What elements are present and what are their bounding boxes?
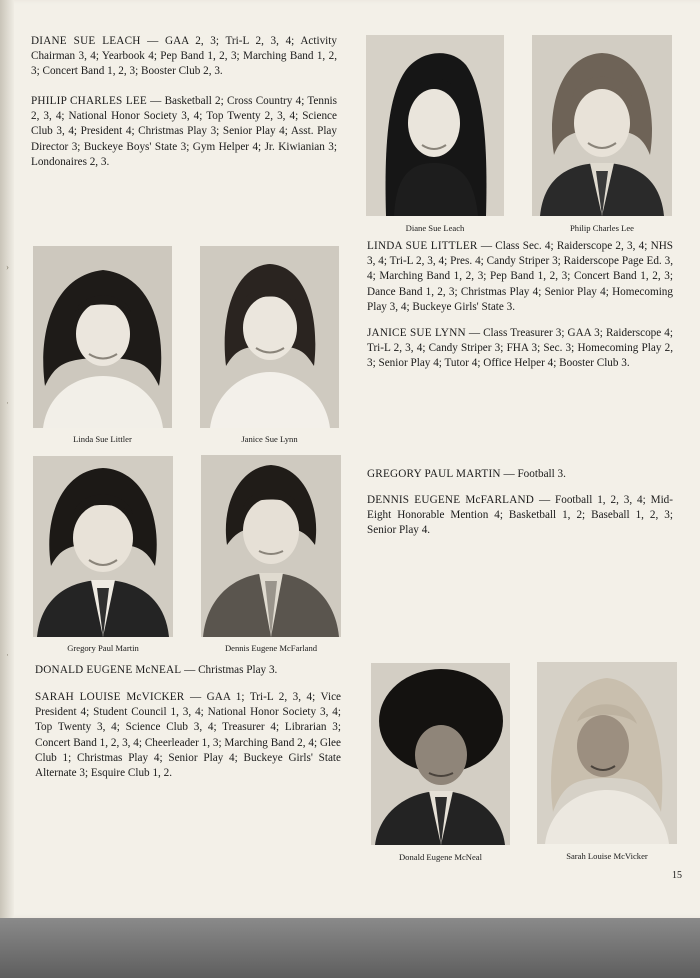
- bio-name: PHILIP CHARLES LEE: [31, 95, 147, 107]
- bio-text: — Class Treasurer 3; GAA 3; Raiderscope 4; Tri-L 2, 3, 4; Candy Striper 3; FHA 3; Sec. 3; Homecoming Play 2, 3; Senior Play 4; Tutor 4; Office Helper 4; Booster Club 3.: [367, 327, 674, 370]
- bio-name: LINDA SUE LITTLER: [367, 240, 478, 252]
- portrait-photo-icon: [33, 246, 172, 428]
- scan-background: [0, 918, 700, 978]
- portrait-photo-icon: [532, 35, 672, 216]
- margin-mark: ·: [6, 398, 9, 408]
- bio-text: — Football 1, 2, 3, 4; Mid-Eight Honorable Mention 4; Basketball 1, 2; Baseball 1, 2, 3; Senior Play 4.: [367, 494, 674, 537]
- photo-philip-charles-lee: [532, 35, 672, 216]
- portrait-photo-icon: [200, 246, 339, 428]
- portrait-photo-icon: [371, 663, 510, 845]
- photo-sarah-louise-mcvicker: [537, 662, 677, 844]
- bio-name: SARAH LOUISE McVICKER: [35, 691, 185, 703]
- caption-linda-sue-littler: Linda Sue Littler: [73, 434, 132, 444]
- page-binding: [0, 0, 14, 918]
- bio-diane-sue-leach: [31, 34, 337, 80]
- bio-linda-sue-littler: [367, 239, 673, 315]
- caption-philip-charles-lee: Philip Charles Lee: [570, 223, 634, 233]
- bio-text: — Football 3.: [503, 468, 566, 480]
- photo-donald-eugene-mcneal: [371, 663, 510, 845]
- margin-mark: ›: [6, 262, 9, 272]
- bio-name: DENNIS EUGENE McFARLAND: [367, 494, 535, 506]
- portrait-photo-icon: [201, 455, 341, 637]
- page-number: 15: [672, 870, 682, 881]
- bio-janice-sue-lynn: [367, 326, 673, 372]
- bio-donald-eugene-mcneal: [35, 663, 341, 678]
- bio-sarah-louise-mcvicker: [35, 690, 341, 781]
- caption-janice-sue-lynn: Janice Sue Lynn: [241, 434, 298, 444]
- bio-name: DIANE SUE LEACH: [31, 35, 141, 47]
- bio-text: — Basketball 2; Cross Country 4; Tennis 2, 3, 4; National Honor Society 3, 4; Top Twenty 2, 3, 4; Science Club 3, 4; President 4; Christmas Play 3; Senior Play 4; Asst. Play Director 3; Buckeye Boys' State 3; Gym Helper 4; Jr. Kiwianian 3; Londonaires 2, 3.: [31, 95, 337, 168]
- caption-gregory-paul-martin: Gregory Paul Martin: [67, 643, 139, 653]
- photo-janice-sue-lynn: [200, 246, 339, 428]
- bio-philip-charles-lee: [31, 94, 337, 170]
- bio-text: — GAA 1; Tri-L 2, 3, 4; Vice President 4; Student Council 1, 3, 4; National Honor Society 3, 4; Top Twenty 3, 4; Science Club 3, 4; Treasurer 4; Librarian 3; Concert Band 1, 2, 3, 4; Cheerleader 1, 3; Marching Band 2, 4; Glee Club 1; Christmas Play 4; Senior Play 4; Buckeye Girls' State Alternate 3; Esquire Club 1, 2.: [35, 691, 342, 780]
- bio-text: — Class Sec. 4; Raiderscope 2, 3, 4; NHS 3, 4; Tri-L 2, 3, 4; Pres. 4; Candy Striper 3; Raiderscope Page Ed. 3, 4; Marching Band 1, 2, 3; Pep Band 1, 2, 3; Concert Band 1, 2, 3; Dance Band 1, 2, 3; Christmas Play 4; Senior Play 4; Homecoming Play 3, 4; Buckeye Girls' State 3.: [367, 240, 673, 313]
- photo-linda-sue-littler: [33, 246, 172, 428]
- bio-name: GREGORY PAUL MARTIN: [367, 468, 501, 480]
- portrait-photo-icon: [366, 35, 504, 216]
- bio-name: JANICE SUE LYNN: [367, 327, 466, 339]
- photo-diane-sue-leach: [366, 35, 504, 216]
- bio-gregory-paul-martin: [367, 467, 673, 482]
- portrait-photo-icon: [33, 456, 173, 637]
- caption-dennis-eugene-mcfarland: Dennis Eugene McFarland: [224, 643, 318, 653]
- photo-gregory-paul-martin: [33, 456, 173, 637]
- bio-dennis-eugene-mcfarland: [367, 493, 673, 539]
- bio-name: DONALD EUGENE McNEAL: [35, 664, 182, 676]
- caption-diane-sue-leach: Diane Sue Leach: [405, 223, 465, 233]
- bio-text: — GAA 2, 3; Tri-L 2, 3, 4; Activity Chairman 3, 4; Yearbook 4; Pep Band 1, 2, 3; Marching Band 1, 2, 3; Concert Band 1, 2, 3; Booster Club 2, 3.: [31, 35, 337, 78]
- photo-dennis-eugene-mcfarland: [201, 455, 341, 637]
- caption-donald-eugene-mcneal: Donald Eugene McNeal: [398, 852, 483, 862]
- bio-text: — Christmas Play 3.: [184, 664, 278, 676]
- portrait-photo-icon: [537, 662, 677, 844]
- caption-sarah-louise-mcvicker: Sarah Louise McVicker: [566, 851, 648, 861]
- margin-mark: ·: [6, 650, 9, 660]
